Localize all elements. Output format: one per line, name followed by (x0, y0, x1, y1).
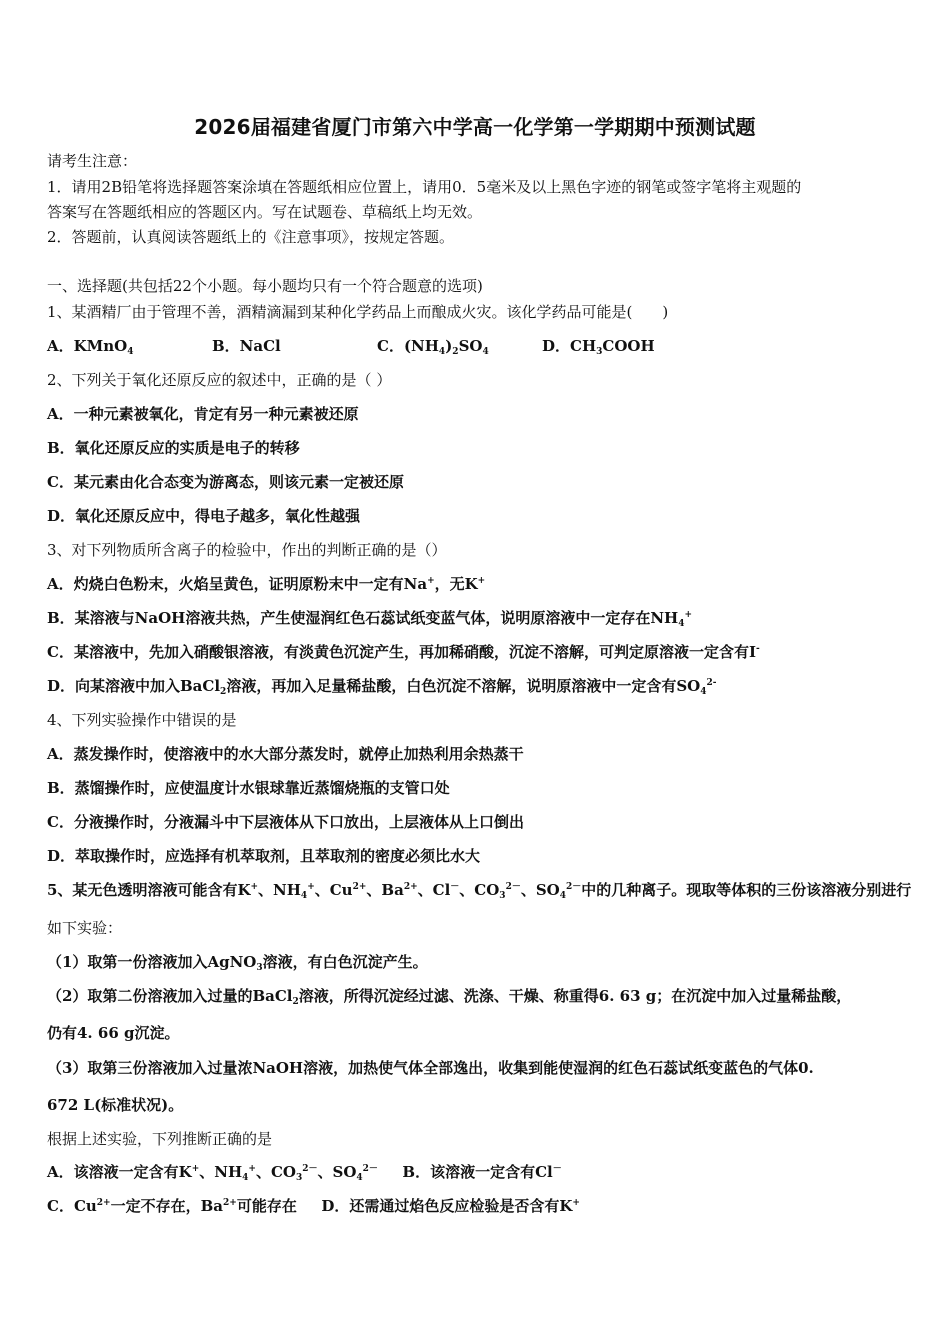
page-title: 2026届福建省厦门市第六中学高一化学第一学期期中预测试题 (194, 115, 756, 139)
question-1-options (47, 336, 655, 356)
notice-heading: 请考生注意： (47, 152, 138, 170)
q5-experiment-1: （1）取第一份溶液加入AgNO$_3$溶液，有白色沉淀产生。 (47, 953, 428, 973)
q2-option-c: C．某元素由化合态变为游离态，则该元素一定被还原 (47, 473, 404, 491)
q1-option-d: D．$CH_3COOH$ (542, 337, 655, 357)
notice-line-1: 1．请用2B铅笔将选择题答案涂填在答题纸相应位置上，请用0．5毫米及以上黑色字迹的钢笔或签字笔将主观题的 (47, 178, 802, 196)
q3-option-d: D．向某溶液中加入BaCl$_2$溶液，再加入足量稀盐酸，白色沉淀不溶解，说明原溶液中一定含有$SO_4^{2-}$ (47, 677, 717, 697)
question-2-stem: 2、下列关于氧化还原反应的叙述中，正确的是（ ） (47, 371, 392, 389)
q3-option-a: A．灼烧白色粉末，火焰呈黄色，证明原粉末中一定有Na+，无K+ (47, 575, 486, 593)
question-3-stem: 3、对下列物质所含离子的检验中，作出的判断正确的是（） (47, 541, 447, 559)
q4-option-a: A．蒸发操作时，使溶液中的水大部分蒸发时，就停止加热利用余热蒸干 (47, 745, 524, 763)
q5-option-a: A．该溶液一定含有K+、$NH_4^+$、$CO_3^{2-}$、$SO_4^{2-}$ (47, 1163, 378, 1183)
q2-option-a: A．一种元素被氧化，肯定有另一种元素被还原 (47, 405, 359, 423)
q2-option-b: B．氧化还原反应的实质是电子的转移 (47, 439, 300, 457)
q4-option-d: D．萃取操作时，应选择有机萃取剂，且萃取剂的密度必须比水大 (47, 847, 481, 865)
q4-option-c: C．分液操作时，分液漏斗中下层液体从下口放出，上层液体从上口倒出 (47, 813, 524, 831)
q1-option-b: B．NaCl (212, 337, 281, 355)
q3-option-b: B．某溶液与NaOH溶液共热，产生使湿润红色石蕊试纸变蓝气体，说明原溶液中一定存在$NH_4^+$ (47, 609, 693, 629)
q1-option-a: A．KMnO$_4$ (47, 337, 134, 357)
q3-option-c: C．某溶液中，先加入硝酸银溶液，有淡黄色沉淀产生，再加稀硝酸，沉淀不溶解，可判定原溶液一定含有I- (47, 643, 760, 661)
question-4-stem: 4、下列实验操作中错误的是 (47, 711, 237, 729)
question-5-stem-2: 如下实验： (47, 919, 123, 937)
q5-experiment-2: （2）取第二份溶液加入过量的BaCl$_2$溶液，所得沉淀经过滤、洗涤、干燥、称重得6. 63 g；在沉淀中加入过量稀盐酸， (47, 987, 852, 1007)
q5-option-b: B．该溶液一定含有Cl－ (402, 1163, 562, 1181)
q5-options-ab (47, 1162, 562, 1182)
q5-experiment-3: （3）取第三份溶液加入过量浓NaOH溶液，加热使气体全部逸出，收集到能使湿润的红色石蕊试纸变蓝色的气体0. (47, 1059, 814, 1077)
q2-option-d: D．氧化还原反应中，得电子越多，氧化性越强 (47, 507, 361, 525)
q5-option-c: C．$Cu^{2+}$一定不存在，$Ba^{2+}$可能存在 (47, 1197, 297, 1215)
question-1-stem: 1、某酒精厂由于管理不善，酒精滴漏到某种化学药品上而酿成火灾。该化学药品可能是( ) (47, 303, 669, 321)
q4-option-b: B．蒸馏操作时，应使温度计水银球靠近蒸馏烧瓶的支管口处 (47, 779, 450, 797)
q5-experiment-2b: 仍有4. 66 g沉淀。 (47, 1024, 180, 1042)
q5-options-cd (47, 1196, 580, 1216)
q1-option-c: C．$(NH_4)_2SO_4$ (377, 337, 489, 357)
q5-conclusion: 根据上述实验，下列推断正确的是 (47, 1130, 273, 1148)
notice-line-1b: 答案写在答题纸相应的答题区内。写在试题卷、草稿纸上均无效。 (47, 203, 483, 221)
q5-experiment-3b: 672 L(标准状况)。 (47, 1096, 184, 1114)
section-heading: 一、选择题(共包括22个小题。每小题均只有一个符合题意的选项) (47, 277, 483, 295)
question-5-stem: 5、某无色透明溶液可能含有K+、$NH_4^+$、$Cu^{2+}$、$Ba^{2+}$、Cl－、$CO_3^{2-}$、$SO_4^{2-}$中的几种离子。现取等体积的三份该溶液分别进行 (47, 881, 912, 901)
notice-line-2: 2．答题前，认真阅读答题纸上的《注意事项》，按规定答题。 (47, 228, 455, 246)
q5-option-d: D．还需通过焰色反应检验是否含有K+ (321, 1197, 580, 1215)
